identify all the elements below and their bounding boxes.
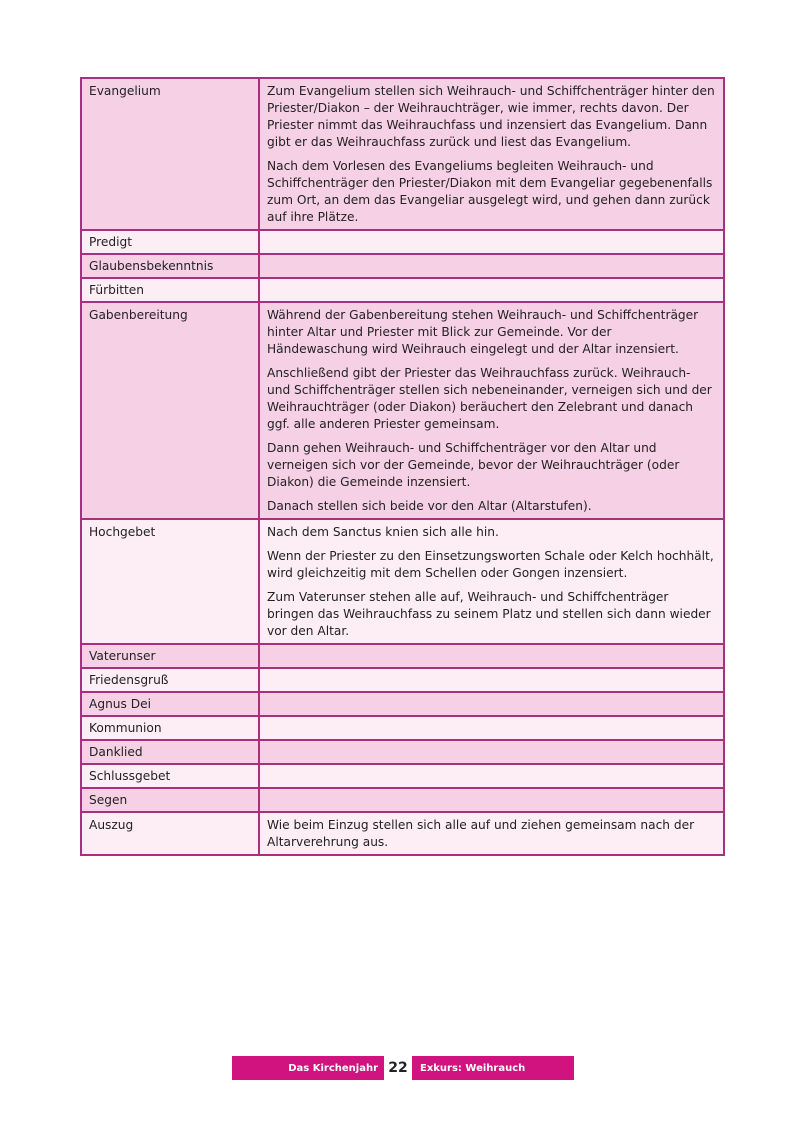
footer-chapter-title: Exkurs: Weihrauch <box>412 1056 574 1080</box>
description-paragraph: Danach stellen sich beide vor den Altar (Altarstufen). <box>267 499 592 513</box>
row-description <box>259 716 724 740</box>
table-row <box>81 254 724 278</box>
table-row <box>81 78 724 230</box>
row-description <box>259 278 724 302</box>
row-description <box>259 78 724 230</box>
row-description <box>259 812 724 855</box>
table-row <box>81 668 724 692</box>
table-row <box>81 764 724 788</box>
table-row <box>81 278 724 302</box>
footer-book-title: Das Kirchenjahr <box>232 1056 384 1080</box>
row-label: Kommunion <box>81 716 259 740</box>
row-label: Agnus Dei <box>81 692 259 716</box>
row-label: Friedensgruß <box>81 668 259 692</box>
row-label: Predigt <box>81 230 259 254</box>
description-paragraph: Zum Evangelium stellen sich Weihrauch- und Schiffchenträger hinter den Priester/Diakon – der Weihrauchträger, wie immer, rechts davon. Der Priester nimmt das Weihrauchfass und inzensiert das Evangelium. Dann gibt er das Weihrauchfass zurück und liest das Evangelium. <box>267 84 715 149</box>
row-label: Gabenbereitung <box>81 302 259 519</box>
row-label: Danklied <box>81 740 259 764</box>
description-paragraph: Anschließend gibt der Priester das Weihrauchfass zurück. Weihrauch- und Schiffchenträger stellen sich nebeneinander, verneigen sich und der Weihrauchträger (oder Diakon) beräuchert den Zelebrant und danach ggf. alle anderen Priester gemeinsam. <box>267 366 712 431</box>
page-footer <box>232 1056 574 1080</box>
page-number: 22 <box>384 1056 412 1080</box>
table-row <box>81 812 724 855</box>
description-paragraph: Zum Vaterunser stehen alle auf, Weihrauch- und Schiffchenträger bringen das Weihrauchfass zu seinem Platz und stellen sich dann wieder vor den Altar. <box>267 590 711 638</box>
row-label: Schlussgebet <box>81 764 259 788</box>
row-description <box>259 740 724 764</box>
liturgy-table-body <box>81 78 724 855</box>
description-paragraph: Nach dem Vorlesen des Evangeliums begleiten Weihrauch- und Schiffchenträger den Priester/Diakon mit dem Evangeliar gegebenenfalls zum Ort, an dem das Evangeliar ausgelegt wird, und gehen dann zurück auf ihre Plätze. <box>267 159 713 224</box>
row-description <box>259 668 724 692</box>
row-label: Vaterunser <box>81 644 259 668</box>
row-description <box>259 519 724 644</box>
row-description <box>259 692 724 716</box>
table-row <box>81 716 724 740</box>
row-label: Fürbitten <box>81 278 259 302</box>
description-paragraph: Wie beim Einzug stellen sich alle auf und ziehen gemeinsam nach der Altarverehrung aus. <box>267 818 695 849</box>
row-description <box>259 764 724 788</box>
row-description <box>259 254 724 278</box>
description-paragraph: Wenn der Priester zu den Einsetzungsworten Schale oder Kelch hochhält, wird gleichzeitig mit dem Schellen oder Gongen inzensiert. <box>267 549 714 580</box>
description-paragraph: Während der Gabenbereitung stehen Weihrauch- und Schiffchenträger hinter Altar und Priester mit Blick zur Gemeinde. Vor der Händewaschung wird Weihrauch eingelegt und der Altar inzensiert. <box>267 308 699 356</box>
table-row <box>81 230 724 254</box>
table-row <box>81 644 724 668</box>
description-paragraph: Dann gehen Weihrauch- und Schiffchenträger vor den Altar und verneigen sich vor der Gemeinde, bevor der Weihrauchträger (oder Diakon) die Gemeinde inzensiert. <box>267 441 680 489</box>
table-row <box>81 740 724 764</box>
row-description <box>259 788 724 812</box>
row-label: Evangelium <box>81 78 259 230</box>
table-row <box>81 302 724 519</box>
row-label: Auszug <box>81 812 259 855</box>
row-label: Segen <box>81 788 259 812</box>
table-row <box>81 519 724 644</box>
row-description <box>259 302 724 519</box>
row-description <box>259 644 724 668</box>
liturgy-table <box>80 77 725 856</box>
table-row <box>81 788 724 812</box>
description-paragraph: Nach dem Sanctus knien sich alle hin. <box>267 525 499 539</box>
row-label: Glaubensbekenntnis <box>81 254 259 278</box>
table-row <box>81 692 724 716</box>
row-label: Hochgebet <box>81 519 259 644</box>
row-description <box>259 230 724 254</box>
